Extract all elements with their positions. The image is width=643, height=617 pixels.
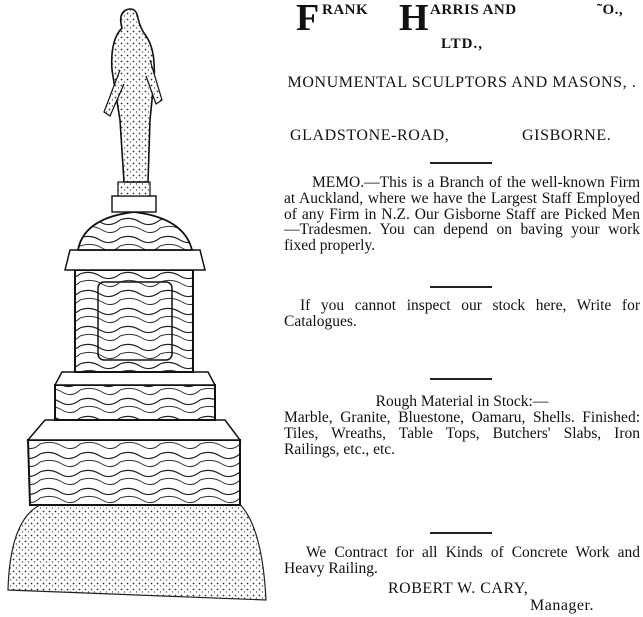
contract-paragraph: We Contract for all Kinds of Concrete Work and Heavy Railing. — [284, 544, 640, 577]
monument-illustration — [0, 0, 275, 617]
firm-initial-f: F — [296, 0, 320, 39]
firm-ltd: LTD., — [441, 36, 483, 52]
divider-rule — [430, 162, 492, 164]
firm-initial-h: H — [399, 0, 429, 39]
inspect-paragraph: If you cannot inspect our stock here, Write for Catalogues. — [284, 297, 640, 330]
signature-name: ROBERT W. CARY, — [388, 580, 529, 597]
divider-rule — [430, 286, 492, 288]
firm-name — [284, 0, 640, 40]
address-town: GISBORNE. — [522, 127, 612, 144]
firm-name-tail: ˜O., — [597, 2, 624, 18]
signature-title: Manager. — [530, 597, 594, 614]
stock-list: Marble, Granite, Bluestone, Oamaru, Shells. Finished: Tiles, Wreaths, Table Tops, Butchers' Slabs, Iron Railings, etc., etc. — [284, 409, 640, 458]
stock-heading: Rough Material in Stock:— — [375, 393, 549, 410]
monument-icon — [8, 9, 266, 600]
address-street: GLADSTONE-ROAD, — [290, 127, 450, 144]
firm-name-part-2: ARRIS AND — [430, 2, 517, 18]
trade-description: MONUMENTAL SCULPTORS AND MASONS, . — [287, 74, 637, 91]
divider-rule — [430, 532, 492, 534]
memo-paragraph: MEMO.—This is a Branch of the well-known Firm at Auckland, where we have the Largest Staff Employed of any Firm in N.Z. Our Gisborne Staff are Picked Men—Tradesmen. You can depend on baving your work fixed properly. — [284, 174, 640, 255]
divider-rule — [430, 378, 492, 380]
firm-name-part-1: RANK — [322, 2, 369, 18]
